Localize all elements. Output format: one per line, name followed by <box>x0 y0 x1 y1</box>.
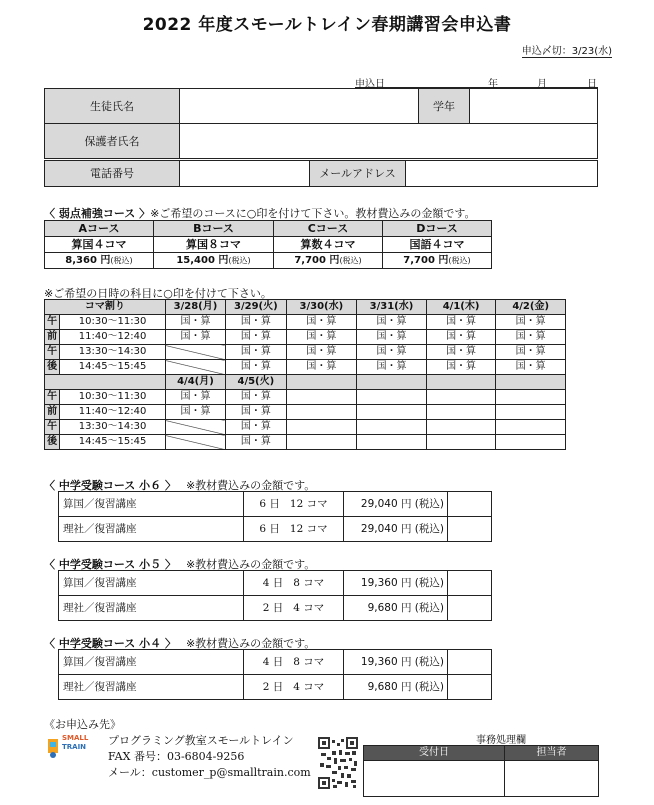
exam-course-days: 4 日 <box>262 655 284 668</box>
exam-course-days: 6 日 <box>259 497 280 510</box>
subject-cell[interactable]: 国・算 <box>357 360 427 375</box>
empty-cell <box>496 435 566 450</box>
time-slot: 13:30～14:30 <box>60 345 165 360</box>
blank-header <box>286 375 357 390</box>
empty-cell <box>426 420 496 435</box>
email-label: メールアドレス <box>310 161 406 187</box>
empty-cell <box>357 420 427 435</box>
empty-cell <box>286 420 357 435</box>
phone-label: 電話番号 <box>45 161 180 187</box>
time-slot: 11:40～12:40 <box>60 330 165 345</box>
period-label: 午 <box>45 345 60 360</box>
fax-number: FAX 番号：03-6804-9256 <box>108 750 245 763</box>
subject-cell[interactable]: 国・算 <box>226 390 286 405</box>
school-name: プログラミング教室スモールトレイン <box>108 734 294 747</box>
course-a-name: Aコース <box>45 221 154 237</box>
exam-course-name: 算国／復習講座 <box>59 492 244 517</box>
exam-course-koma: 12 コマ <box>289 497 328 510</box>
time-slot: 14:45～15:45 <box>60 435 165 450</box>
subject-cell[interactable]: 国・算 <box>357 315 427 330</box>
received-date-field[interactable] <box>364 761 505 797</box>
exam-course-note: ※教材費込みの金額です。 <box>185 637 316 650</box>
student-info-table <box>44 88 598 159</box>
exam-course-table <box>58 570 492 621</box>
exam-course-heading: 〈 中学受験コース 小４ 〉 <box>44 637 176 650</box>
contact-email[interactable]: メール：customer_p@smalltrain.com <box>108 766 311 779</box>
empty-cell <box>496 390 566 405</box>
subject-cell[interactable]: 国・算 <box>226 435 286 450</box>
course-d-price-cell[interactable] <box>382 253 491 269</box>
date-header: 4/1(木) <box>426 300 496 315</box>
exam-course-select-cell[interactable] <box>448 675 492 700</box>
course-d-name: Dコース <box>382 221 491 237</box>
exam-course-schedule <box>244 517 344 542</box>
course-a-detail: 算国４コマ <box>45 237 154 253</box>
date-header: 3/31(水) <box>357 300 427 315</box>
student-name-field[interactable] <box>180 89 419 124</box>
exam-course-select-cell[interactable] <box>448 571 492 596</box>
subject-cell[interactable]: 国・算 <box>496 330 566 345</box>
exam-course-name: 算国／復習講座 <box>59 650 244 675</box>
deadline-label: 申込〆切：3/23(水) <box>522 42 612 58</box>
subject-cell[interactable]: 国・算 <box>357 345 427 360</box>
exam-course-select-cell[interactable] <box>448 492 492 517</box>
subject-cell[interactable]: 国・算 <box>226 330 286 345</box>
subject-cell[interactable]: 国・算 <box>496 360 566 375</box>
student-name-label: 生徒氏名 <box>45 89 180 124</box>
exam-course-note: ※教材費込みの金額です。 <box>185 558 316 571</box>
period-label: 後 <box>45 435 60 450</box>
small-train-logo <box>48 733 98 759</box>
subject-cell[interactable]: 国・算 <box>226 405 286 420</box>
course-a-tax: (税込) <box>110 255 133 265</box>
date-header: 3/29(火) <box>226 300 286 315</box>
exam-course-price: 9,680 円 (税込) <box>344 596 448 621</box>
time-slot: 11:40～12:40 <box>60 405 165 420</box>
guardian-name-label: 保護者氏名 <box>45 124 180 159</box>
exam-course-heading: 〈 中学受験コース 小６ 〉 <box>44 479 176 492</box>
course-b-price: 15,400 円 <box>176 254 229 266</box>
exam-course-price: 9,680 円 (税込) <box>344 675 448 700</box>
subject-cell[interactable]: 国・算 <box>426 330 496 345</box>
period-label: 前 <box>45 330 60 345</box>
subject-cell[interactable]: 国・算 <box>226 315 286 330</box>
period-label: 午 <box>45 315 60 330</box>
subject-cell[interactable]: 国・算 <box>226 420 286 435</box>
schedule-note: ※ご希望の日時の科目に○印を付けて下さい。 <box>44 287 272 300</box>
exam-course-schedule <box>244 596 344 621</box>
subject-cell[interactable]: 国・算 <box>165 315 225 330</box>
grade-field[interactable] <box>470 89 598 124</box>
blank-header <box>496 375 566 390</box>
subject-cell[interactable]: 国・算 <box>226 360 286 375</box>
subject-cell[interactable]: 国・算 <box>165 390 225 405</box>
course-a-price-cell[interactable] <box>45 253 154 269</box>
exam-course-select-cell[interactable] <box>448 650 492 675</box>
subject-cell[interactable]: 国・算 <box>286 315 357 330</box>
day-label: 日 <box>587 79 597 90</box>
unavailable-cell <box>165 345 225 360</box>
remedial-heading: 〈 弱点補強コース 〉 <box>44 207 151 220</box>
unavailable-cell <box>165 435 225 450</box>
course-c-name: Cコース <box>274 221 383 237</box>
empty-cell <box>426 405 496 420</box>
slot-header: コマ割り <box>45 300 166 315</box>
course-d-price: 7,700 円 <box>403 254 449 266</box>
date-header: 4/2(金) <box>496 300 566 315</box>
date-header: 4/4(月) <box>165 375 225 390</box>
subject-cell[interactable]: 国・算 <box>286 330 357 345</box>
exam-course-price: 29,040 円 (税込) <box>344 517 448 542</box>
exam-course-koma: 12 コマ <box>289 522 328 535</box>
period-label: 後 <box>45 360 60 375</box>
exam-course-name: 理社／復習講座 <box>59 596 244 621</box>
empty-cell <box>286 435 357 450</box>
exam-course-schedule <box>244 571 344 596</box>
contact-heading: 《お申込み先》 <box>44 718 121 731</box>
exam-course-select-cell[interactable] <box>448 596 492 621</box>
empty-cell <box>286 390 357 405</box>
unavailable-cell <box>165 420 225 435</box>
exam-course-note: ※教材費込みの金額です。 <box>185 479 316 492</box>
month-label: 月 <box>537 79 547 90</box>
period-label: 前 <box>45 405 60 420</box>
exam-course-table <box>58 491 492 542</box>
course-b-detail: 算国８コマ <box>153 237 273 253</box>
remedial-heading-line <box>44 205 476 221</box>
form-title: 2022 年度スモールトレイン春期講習会申込書 <box>142 15 512 35</box>
subject-cell[interactable]: 国・算 <box>496 345 566 360</box>
empty-cell <box>426 435 496 450</box>
date-header: 3/28(月) <box>165 300 225 315</box>
grade-label: 学年 <box>419 89 470 124</box>
subject-cell[interactable]: 国・算 <box>226 345 286 360</box>
course-c-detail: 算数４コマ <box>274 237 383 253</box>
date-header: 3/30(水) <box>286 300 357 315</box>
empty-cell <box>357 435 427 450</box>
subject-cell[interactable]: 国・算 <box>426 345 496 360</box>
exam-course-schedule <box>244 675 344 700</box>
exam-course-heading: 〈 中学受験コース 小５ 〉 <box>44 558 176 571</box>
exam-course-schedule <box>244 650 344 675</box>
time-slot: 10:30～11:30 <box>60 315 165 330</box>
subject-cell[interactable]: 国・算 <box>286 360 357 375</box>
year-label: 年 <box>488 79 498 90</box>
staff-label: 担当者 <box>505 746 599 761</box>
subject-cell[interactable]: 国・算 <box>165 405 225 420</box>
office-table <box>363 745 599 797</box>
exam-course-days: 4 日 <box>262 576 284 589</box>
exam-course-name: 算国／復習講座 <box>59 571 244 596</box>
subject-cell[interactable]: 国・算 <box>496 315 566 330</box>
course-b-name: Bコース <box>153 221 273 237</box>
logo-text-small: SMALL <box>62 734 89 742</box>
course-a-price: 8,360 円 <box>65 254 111 266</box>
logo-text-train: TRAIN <box>62 743 87 751</box>
contact-info-table <box>44 160 598 187</box>
course-d-tax: (税込) <box>448 255 471 265</box>
exam-course-table <box>58 649 492 700</box>
exam-course-koma: 8 コマ <box>293 655 325 668</box>
course-c-price: 7,700 円 <box>294 254 340 266</box>
email-field[interactable] <box>406 161 598 187</box>
empty-cell <box>286 405 357 420</box>
course-c-price-cell[interactable] <box>274 253 383 269</box>
course-c-tax: (税込) <box>339 255 362 265</box>
office-title: 事務処理欄 <box>476 735 526 746</box>
exam-course-name: 理社／復習講座 <box>59 517 244 542</box>
empty-cell <box>357 390 427 405</box>
empty-cell <box>426 390 496 405</box>
received-date-label: 受付日 <box>364 746 505 761</box>
remedial-note: ※ご希望のコースに○印を付けて下さい。教材費込みの金額です。 <box>150 207 476 220</box>
period-label: 午 <box>45 390 60 405</box>
empty-cell <box>357 405 427 420</box>
subject-cell[interactable]: 国・算 <box>426 360 496 375</box>
exam-course-select-cell[interactable] <box>448 517 492 542</box>
time-slot: 14:45～15:45 <box>60 360 165 375</box>
subject-cell[interactable]: 国・算 <box>165 330 225 345</box>
blank-header <box>426 375 496 390</box>
contact-block <box>108 733 311 781</box>
empty-cell <box>496 405 566 420</box>
exam-course-koma: 4 コマ <box>293 601 325 614</box>
exam-course-koma: 8 コマ <box>293 576 325 589</box>
subject-cell[interactable]: 国・算 <box>286 345 357 360</box>
remedial-course-table <box>44 220 492 269</box>
exam-course-days: 6 日 <box>259 522 280 535</box>
exam-course-days: 2 日 <box>262 680 284 693</box>
blank-header <box>357 375 427 390</box>
exam-course-price: 19,360 円 (税込) <box>344 571 448 596</box>
exam-course-koma: 4 コマ <box>293 680 325 693</box>
qr-code[interactable] <box>318 737 358 789</box>
subject-cell[interactable]: 国・算 <box>426 315 496 330</box>
guardian-name-field[interactable] <box>180 124 598 159</box>
empty-cell <box>496 420 566 435</box>
exam-course-name: 理社／復習講座 <box>59 675 244 700</box>
apply-date-line[interactable] <box>355 75 598 88</box>
period-label: 午 <box>45 420 60 435</box>
time-slot: 13:30～14:30 <box>60 420 165 435</box>
exam-course-schedule <box>244 492 344 517</box>
schedule-table <box>44 299 566 450</box>
staff-field[interactable] <box>505 761 599 797</box>
subject-cell[interactable]: 国・算 <box>357 330 427 345</box>
time-slot: 10:30～11:30 <box>60 390 165 405</box>
week2-header-spacer <box>45 375 166 390</box>
unavailable-cell <box>165 360 225 375</box>
phone-field[interactable] <box>180 161 310 187</box>
exam-course-price: 19,360 円 (税込) <box>344 650 448 675</box>
apply-date-label: 申込日 <box>355 79 385 90</box>
course-b-price-cell[interactable] <box>153 253 273 269</box>
exam-course-price: 29,040 円 (税込) <box>344 492 448 517</box>
date-header: 4/5(火) <box>226 375 286 390</box>
course-b-tax: (税込) <box>228 255 251 265</box>
exam-course-days: 2 日 <box>262 601 284 614</box>
course-d-detail: 国語４コマ <box>382 237 491 253</box>
